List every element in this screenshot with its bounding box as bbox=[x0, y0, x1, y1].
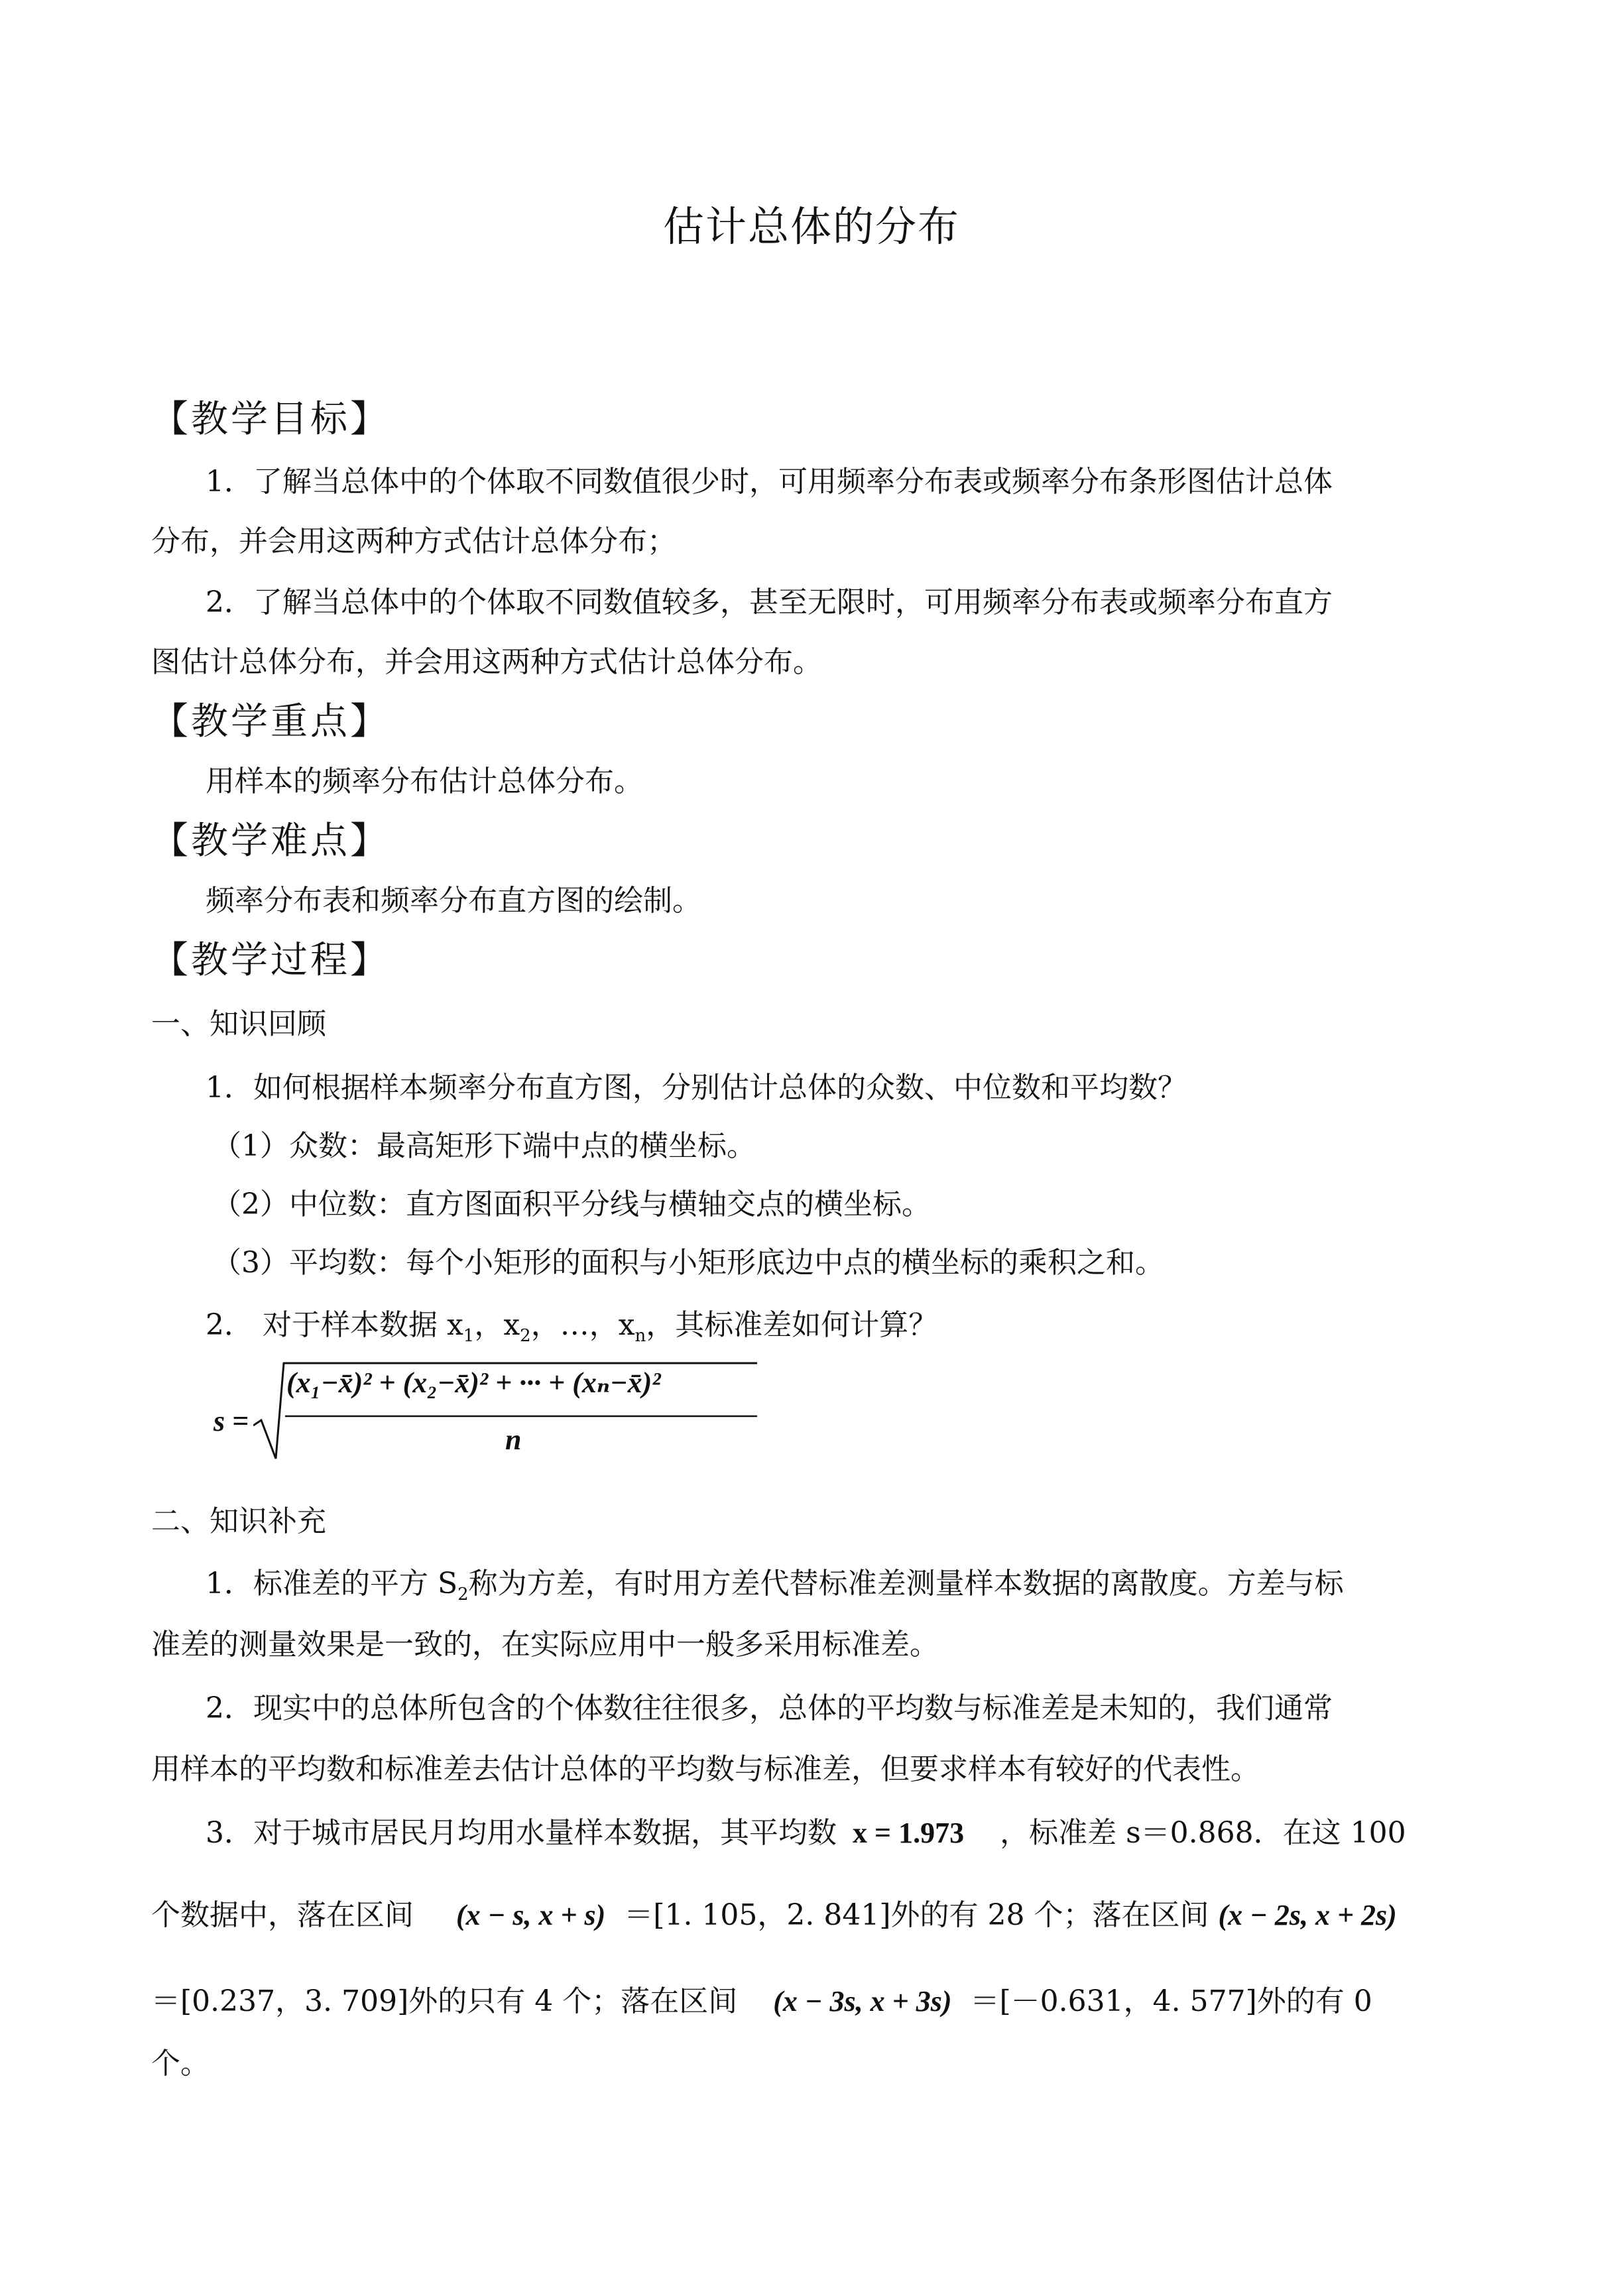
q2-mid-1: ，x bbox=[474, 1308, 520, 1342]
p3-part-a: 3．对于城市居民月均用水量样本数据，其平均数 bbox=[206, 1816, 837, 1850]
difficulty-text: 频率分布表和频率分布直方图的绘制。 bbox=[206, 884, 701, 918]
formula-numerator: (x₁−x̄)² + (x₂−x̄)² + ··· + (xₙ−x̄)² bbox=[286, 1366, 661, 1399]
p1-part-a: 1．标准差的平方 S bbox=[206, 1567, 458, 1601]
key-point-text: 用样本的频率分布估计总体分布。 bbox=[206, 764, 643, 798]
section2-p3-line-1 bbox=[206, 1809, 1406, 1851]
q2-suffix: ，其标准差如何计算？ bbox=[646, 1308, 938, 1342]
section2-heading: 二、知识补充 bbox=[151, 1504, 326, 1538]
objective-1-line-1: 1．了解当总体中的个体取不同数值很少时，可用频率分布表或频率分布条形图估计总体 bbox=[206, 465, 1333, 499]
heading-key-points: 【教学重点】 bbox=[151, 700, 390, 743]
formula-lhs: s = bbox=[213, 1405, 249, 1437]
q2-prefix: 2． 对于样本数据 x bbox=[206, 1308, 463, 1342]
section1-heading: 一、知识回顾 bbox=[151, 1007, 326, 1041]
section1-answer-1: （1）众数：最高矩形下端中点的横坐标。 bbox=[212, 1129, 756, 1163]
section1-question-1: 1．如何根据样本频率分布直方图，分别估计总体的众数、中位数和平均数？ bbox=[206, 1071, 1187, 1105]
section2-p3-line-3 bbox=[151, 1977, 1372, 2020]
standard-deviation-formula bbox=[213, 1359, 757, 1465]
q2-sub-1: 1 bbox=[463, 1326, 475, 1346]
interval-one-sigma: (x − s, x + s) bbox=[456, 1899, 606, 1931]
p3-line3-a: ＝[0.237，3. 709]外的只有 4 个；落在区间 bbox=[151, 1984, 738, 2018]
p3-line2-b: ＝[1. 105，2. 841]外的有 28 个；落在区间 bbox=[624, 1898, 1209, 1932]
p3-line3-b: ＝[－0.631，4. 577]外的有 0 bbox=[970, 1984, 1372, 2018]
objective-2-line-1: 2．了解当总体中的个体取不同数值较多，甚至无限时，可用频率分布表或频率分布直方 bbox=[206, 585, 1333, 619]
q2-mid-2: ，…，x bbox=[530, 1308, 635, 1342]
formula-denominator: n bbox=[505, 1423, 522, 1456]
sample-mean-expression: x = 1.973 bbox=[853, 1817, 965, 1849]
p1-sub: 2 bbox=[457, 1585, 469, 1604]
section2-p3-line-2 bbox=[151, 1891, 1397, 1933]
interval-two-sigma: (x − 2s, x + 2s) bbox=[1218, 1899, 1397, 1931]
section2-p1-line-2: 准差的测量效果是一致的，在实际应用中一般多采用标准差。 bbox=[151, 1628, 939, 1662]
p3-part-b: ，标准差 s＝0.868．在这 100 bbox=[1000, 1816, 1406, 1850]
section2-p1-line-1 bbox=[206, 1559, 1344, 1604]
section2-p2-line-2: 用样本的平均数和标准差去估计总体的平均数与标准差，但要求样本有较好的代表性。 bbox=[151, 1752, 1260, 1786]
p3-line2-a: 个数据中，落在区间 bbox=[151, 1898, 414, 1932]
heading-difficulties: 【教学难点】 bbox=[151, 819, 390, 863]
section1-answer-3: （3）平均数：每个小矩形的面积与小矩形底边中点的横坐标的乘积之和。 bbox=[212, 1246, 1164, 1280]
page-title: 估计总体的分布 bbox=[662, 202, 960, 251]
section1-question-2 bbox=[206, 1301, 937, 1346]
q2-sub-2: 2 bbox=[520, 1326, 531, 1346]
p1-part-b: 称为方差，有时用方差代替标准差测量样本数据的离散度。方差与标 bbox=[468, 1567, 1344, 1601]
heading-objectives: 【教学目标】 bbox=[151, 398, 390, 441]
q2-sub-n: n bbox=[634, 1326, 646, 1346]
section2-p3-line-4: 个。 bbox=[151, 2047, 210, 2081]
heading-process: 【教学过程】 bbox=[151, 939, 390, 982]
objective-1-line-2: 分布，并会用这两种方式估计总体分布； bbox=[151, 524, 676, 558]
interval-three-sigma: (x − 3s, x + 3s) bbox=[773, 1985, 952, 2018]
section1-answer-2: （2）中位数：直方图面积平分线与横轴交点的横坐标。 bbox=[212, 1187, 931, 1221]
objective-2-line-2: 图估计总体分布，并会用这两种方式估计总体分布。 bbox=[151, 645, 822, 679]
section2-p2-line-1: 2．现实中的总体所包含的个体数往往很多，总体的平均数与标准差是未知的，我们通常 bbox=[206, 1691, 1333, 1725]
